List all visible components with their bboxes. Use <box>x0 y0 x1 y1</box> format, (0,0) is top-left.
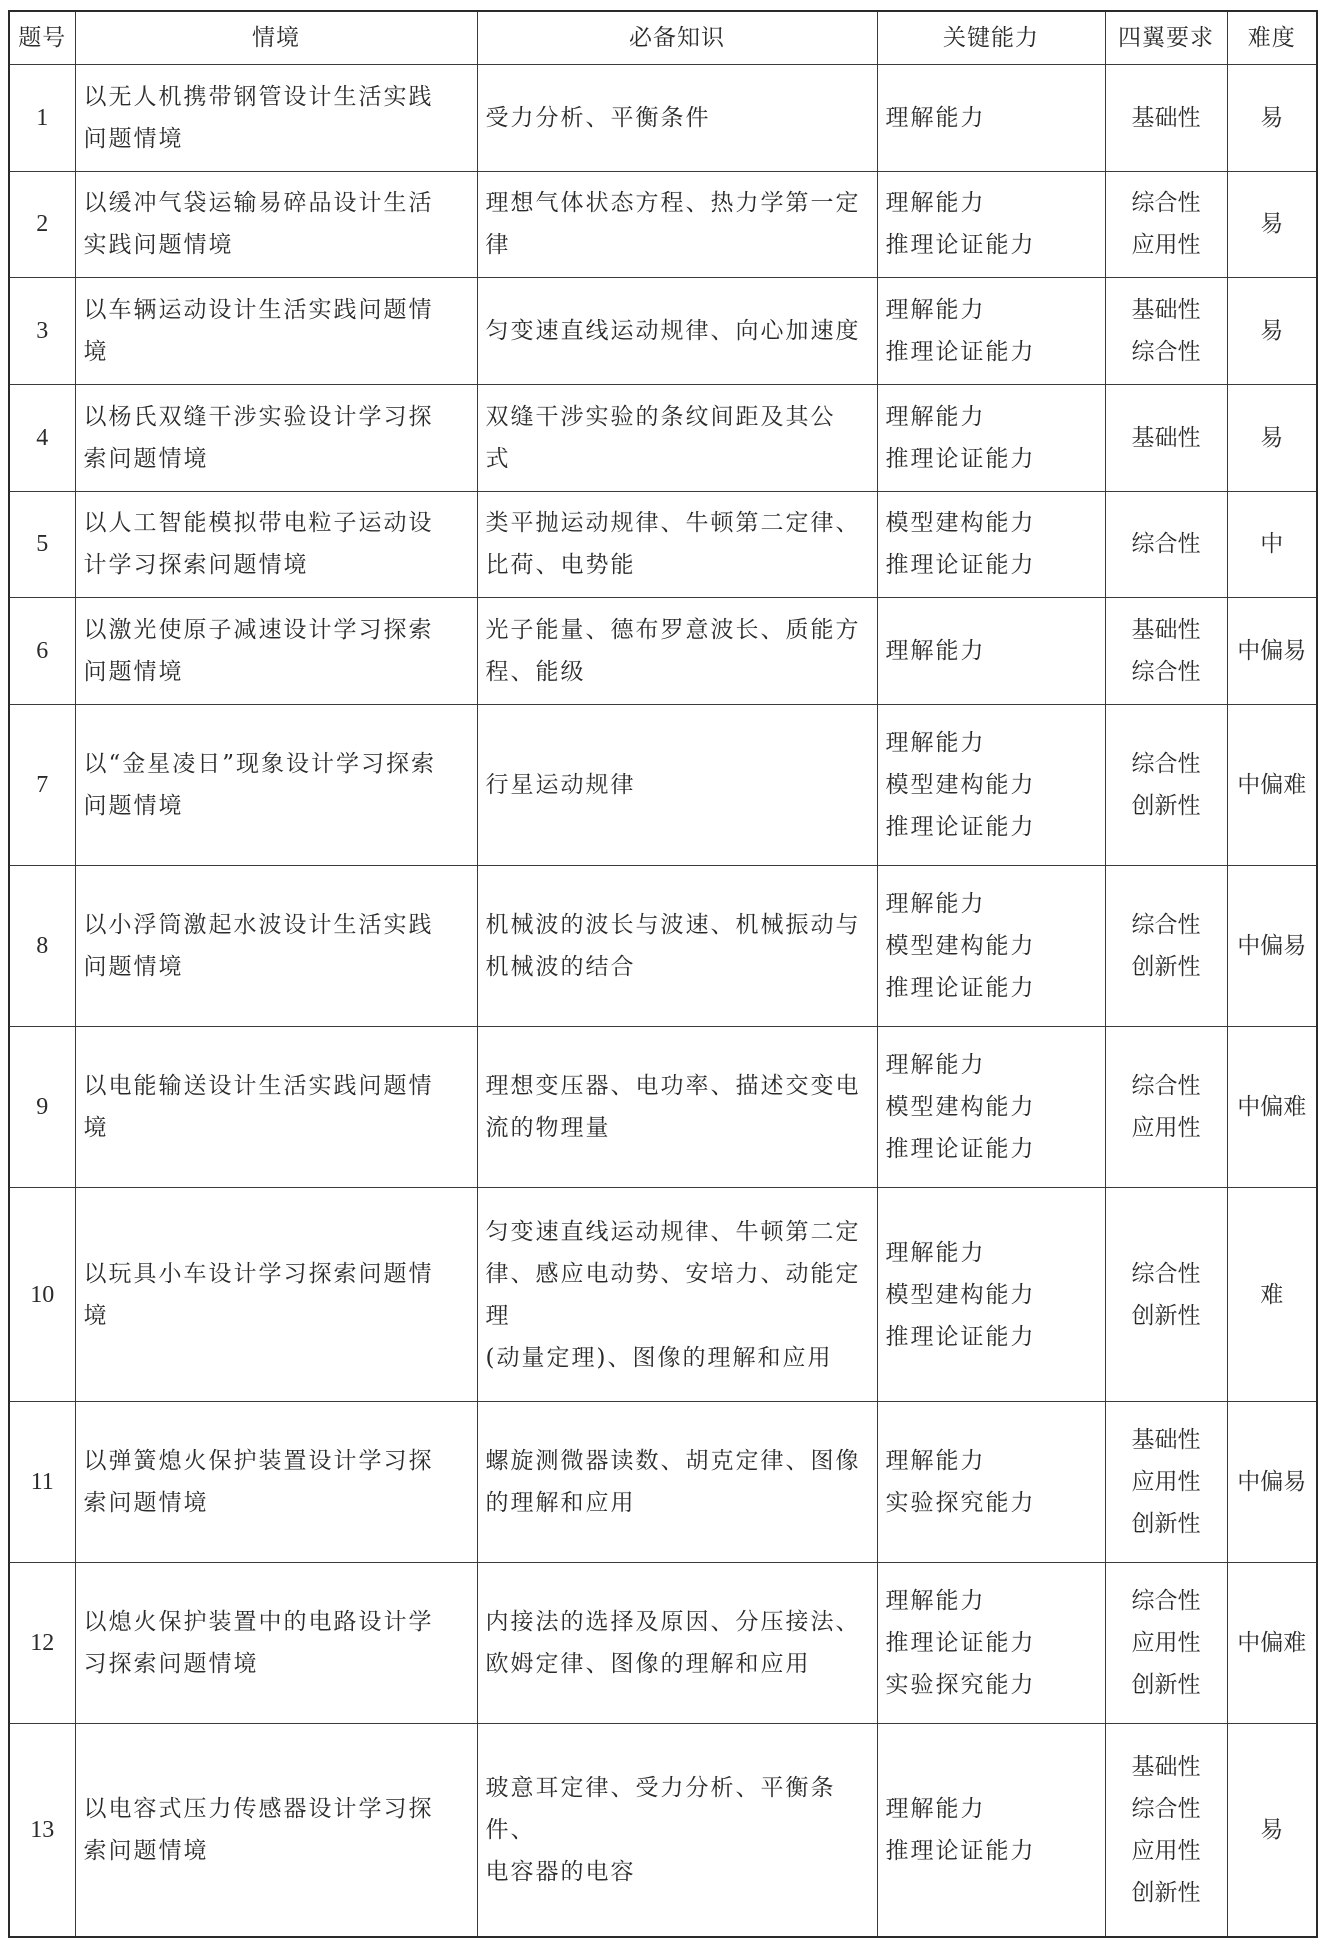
difficulty-cell: 中偏易 <box>1227 598 1317 705</box>
requirement-cell <box>1105 866 1227 1027</box>
key-ability-cell-line: 理解能力 <box>885 297 986 324</box>
situation-cell-line: 以“金星凌日”现象设计学习探索 <box>83 750 437 777</box>
key-ability-cell-line: 实验探究能力 <box>885 1489 1036 1516</box>
key-ability-cell <box>877 1401 1105 1562</box>
requirement-cell-line: 创新性 <box>1131 792 1201 819</box>
key-ability-cell-line: 理解能力 <box>885 403 986 430</box>
requirement-cell-line: 综合性 <box>1131 750 1201 777</box>
knowledge-cell-line: 受力分析、平衡条件 <box>485 104 711 131</box>
situation-cell-line: 以激光使原子减速设计学习探索 <box>83 617 434 644</box>
key-ability-cell-line: 理解能力 <box>885 729 986 756</box>
requirement-cell-line: 综合性 <box>1131 659 1201 686</box>
key-ability-cell-line: 推理论证能力 <box>885 975 1036 1002</box>
requirement-cell-line: 创新性 <box>1131 1672 1201 1699</box>
situation-cell-line: 以电能输送设计生活实践问题情 <box>83 1073 434 1100</box>
key-ability-cell-line: 推理论证能力 <box>885 339 1036 366</box>
situation-cell-line: 以杨氏双缝干涉实验设计学习探 <box>83 403 434 430</box>
difficulty-cell: 易 <box>1227 171 1317 278</box>
requirement-cell <box>1105 65 1227 172</box>
key-ability-cell-line: 推理论证能力 <box>885 1323 1036 1350</box>
knowledge-cell <box>477 1027 877 1188</box>
situation-cell-line: 计学习探索问题情境 <box>83 552 309 579</box>
requirement-cell-line: 创新性 <box>1131 1510 1201 1537</box>
key-ability-cell-line: 模型建构能力 <box>885 1094 1036 1121</box>
question-number-cell: 12 <box>9 1562 75 1723</box>
situation-cell-line: 以车辆运动设计生活实践问题情 <box>83 297 434 324</box>
key-ability-cell <box>877 65 1105 172</box>
difficulty-cell: 易 <box>1227 65 1317 172</box>
knowledge-cell <box>477 171 877 278</box>
requirement-cell-line: 应用性 <box>1131 1838 1201 1865</box>
table-row <box>9 1724 1317 1937</box>
requirement-cell-line: 应用性 <box>1131 1115 1201 1142</box>
requirement-cell-line: 基础性 <box>1131 1754 1201 1781</box>
situation-cell-line: 以人工智能模拟带电粒子运动设 <box>83 510 434 537</box>
key-ability-cell-line: 推理论证能力 <box>885 1136 1036 1163</box>
key-ability-cell <box>877 1562 1105 1723</box>
table-row <box>9 65 1317 172</box>
difficulty-cell: 中偏难 <box>1227 1027 1317 1188</box>
key-ability-cell <box>877 598 1105 705</box>
header-situation: 情境 <box>75 11 477 65</box>
knowledge-cell-line: 机械波的结合 <box>485 954 636 981</box>
key-ability-cell-line: 理解能力 <box>885 1052 986 1079</box>
question-number-cell: 8 <box>9 866 75 1027</box>
key-ability-cell-line: 理解能力 <box>885 1239 986 1266</box>
header-requirement: 四翼要求 <box>1105 11 1227 65</box>
knowledge-cell-line: 行星运动规律 <box>485 771 636 798</box>
requirement-cell-line: 综合性 <box>1131 339 1201 366</box>
knowledge-cell-line: 的理解和应用 <box>485 1489 636 1516</box>
key-ability-cell <box>877 704 1105 865</box>
key-ability-cell <box>877 278 1105 385</box>
situation-cell <box>75 866 477 1027</box>
table-row <box>9 598 1317 705</box>
knowledge-cell-line: 比荷、电势能 <box>485 552 636 579</box>
header-key-ability: 关键能力 <box>877 11 1105 65</box>
question-number-cell: 13 <box>9 1724 75 1937</box>
requirement-cell <box>1105 1027 1227 1188</box>
requirement-cell-line: 创新性 <box>1131 1302 1201 1329</box>
situation-cell <box>75 384 477 491</box>
requirement-cell-line: 综合性 <box>1131 1588 1201 1615</box>
header-difficulty: 难度 <box>1227 11 1317 65</box>
situation-cell-line: 以电容式压力传感器设计学习探 <box>83 1796 434 1823</box>
requirement-cell <box>1105 1188 1227 1401</box>
knowledge-cell-line: 欧姆定律、图像的理解和应用 <box>485 1651 811 1678</box>
key-ability-cell <box>877 1724 1105 1937</box>
question-number-cell: 11 <box>9 1401 75 1562</box>
situation-cell <box>75 1724 477 1937</box>
knowledge-cell-line: 理想变压器、电功率、描述交变电 <box>485 1073 861 1100</box>
knowledge-cell-line: 律、感应电动势、安培力、动能定理 <box>485 1260 861 1329</box>
knowledge-cell <box>477 278 877 385</box>
header-question-no: 题号 <box>9 11 75 65</box>
situation-cell-line: 问题情境 <box>83 659 184 686</box>
table-header-row <box>9 11 1317 65</box>
table-row <box>9 384 1317 491</box>
table-row <box>9 866 1317 1027</box>
key-ability-cell <box>877 1188 1105 1401</box>
question-number-cell: 2 <box>9 171 75 278</box>
situation-cell <box>75 491 477 598</box>
key-ability-cell-line: 推理论证能力 <box>885 813 1036 840</box>
requirement-cell <box>1105 278 1227 385</box>
knowledge-cell-line: 玻意耳定律、受力分析、平衡条件、 <box>485 1775 836 1844</box>
situation-cell <box>75 65 477 172</box>
table-row <box>9 1562 1317 1723</box>
knowledge-cell <box>477 704 877 865</box>
question-number-cell: 1 <box>9 65 75 172</box>
knowledge-cell-line: 式 <box>485 445 511 472</box>
requirement-cell-line: 基础性 <box>1131 1426 1201 1453</box>
requirement-cell-line: 应用性 <box>1131 1630 1201 1657</box>
knowledge-cell <box>477 1562 877 1723</box>
key-ability-cell-line: 理解能力 <box>885 638 986 665</box>
knowledge-cell <box>477 598 877 705</box>
requirement-cell-line: 基础性 <box>1131 297 1201 324</box>
difficulty-cell: 易 <box>1227 384 1317 491</box>
knowledge-cell <box>477 1188 877 1401</box>
key-ability-cell <box>877 491 1105 598</box>
knowledge-cell <box>477 1724 877 1937</box>
knowledge-cell-line: 匀变速直线运动规律、牛顿第二定 <box>485 1218 861 1245</box>
situation-cell <box>75 1562 477 1723</box>
requirement-cell <box>1105 491 1227 598</box>
key-ability-cell-line: 理解能力 <box>885 190 986 217</box>
knowledge-cell-line: 机械波的波长与波速、机械振动与 <box>485 912 861 939</box>
situation-cell-line: 以缓冲气袋运输易碎品设计生活 <box>83 190 434 217</box>
situation-cell-line: 索问题情境 <box>83 1489 209 1516</box>
requirement-cell-line: 基础性 <box>1131 617 1201 644</box>
table-row <box>9 491 1317 598</box>
key-ability-cell-line: 推理论证能力 <box>885 232 1036 259</box>
key-ability-cell <box>877 171 1105 278</box>
knowledge-cell-line: 电容器的电容 <box>485 1859 636 1886</box>
question-number-cell: 10 <box>9 1188 75 1401</box>
situation-cell <box>75 1188 477 1401</box>
requirement-cell-line: 综合性 <box>1131 1796 1201 1823</box>
table-body <box>9 65 1317 1938</box>
knowledge-cell <box>477 384 877 491</box>
key-ability-cell-line: 推理论证能力 <box>885 1630 1036 1657</box>
knowledge-cell-line: 律 <box>485 232 511 259</box>
difficulty-cell: 中偏难 <box>1227 704 1317 865</box>
situation-cell-line: 境 <box>83 1302 109 1329</box>
requirement-cell-line: 应用性 <box>1131 232 1201 259</box>
situation-cell-line: 以熄火保护装置中的电路设计学 <box>83 1609 434 1636</box>
requirement-cell <box>1105 598 1227 705</box>
knowledge-cell-line: 双缝干涉实验的条纹间距及其公 <box>485 403 836 430</box>
situation-cell <box>75 278 477 385</box>
difficulty-cell: 易 <box>1227 278 1317 385</box>
requirement-cell-line: 基础性 <box>1131 104 1201 131</box>
difficulty-cell: 中偏难 <box>1227 1562 1317 1723</box>
situation-cell-line: 习探索问题情境 <box>83 1651 259 1678</box>
requirement-cell-line: 创新性 <box>1131 954 1201 981</box>
key-ability-cell-line: 模型建构能力 <box>885 1281 1036 1308</box>
key-ability-cell-line: 实验探究能力 <box>885 1672 1036 1699</box>
situation-cell <box>75 704 477 865</box>
knowledge-cell-line: (动量定理)、图像的理解和应用 <box>485 1344 833 1371</box>
knowledge-cell-line: 内接法的选择及原因、分压接法、 <box>485 1609 861 1636</box>
knowledge-cell-line: 程、能级 <box>485 659 586 686</box>
requirement-cell <box>1105 1562 1227 1723</box>
table-row <box>9 1188 1317 1401</box>
key-ability-cell-line: 理解能力 <box>885 891 986 918</box>
question-number-cell: 6 <box>9 598 75 705</box>
knowledge-cell-line: 光子能量、德布罗意波长、质能方 <box>485 617 861 644</box>
knowledge-cell <box>477 491 877 598</box>
table-row <box>9 1401 1317 1562</box>
situation-cell-line: 以玩具小车设计学习探索问题情 <box>83 1260 434 1287</box>
question-number-cell: 9 <box>9 1027 75 1188</box>
difficulty-cell: 中偏易 <box>1227 1401 1317 1562</box>
difficulty-cell: 难 <box>1227 1188 1317 1401</box>
knowledge-cell <box>477 866 877 1027</box>
situation-cell-line: 境 <box>83 339 109 366</box>
requirement-cell-line: 应用性 <box>1131 1468 1201 1495</box>
requirement-cell-line: 综合性 <box>1131 912 1201 939</box>
requirement-cell <box>1105 1724 1227 1937</box>
key-ability-cell <box>877 384 1105 491</box>
key-ability-cell-line: 推理论证能力 <box>885 1838 1036 1865</box>
requirement-cell <box>1105 1401 1227 1562</box>
knowledge-cell <box>477 1401 877 1562</box>
knowledge-cell-line: 螺旋测微器读数、胡克定律、图像 <box>485 1447 861 1474</box>
key-ability-cell-line: 推理论证能力 <box>885 552 1036 579</box>
document-page <box>8 10 1316 1938</box>
question-number-cell: 3 <box>9 278 75 385</box>
requirement-cell-line: 综合性 <box>1131 1260 1201 1287</box>
question-number-cell: 5 <box>9 491 75 598</box>
knowledge-cell-line: 类平抛运动规律、牛顿第二定律、 <box>485 510 861 537</box>
situation-cell-line: 以无人机携带钢管设计生活实践 <box>83 83 434 110</box>
situation-cell <box>75 171 477 278</box>
requirement-cell <box>1105 704 1227 865</box>
key-ability-cell-line: 理解能力 <box>885 1447 986 1474</box>
key-ability-cell <box>877 1027 1105 1188</box>
requirement-cell <box>1105 384 1227 491</box>
situation-cell <box>75 1027 477 1188</box>
table-row <box>9 1027 1317 1188</box>
knowledge-cell-line: 理想气体状态方程、热力学第一定 <box>485 190 861 217</box>
difficulty-cell: 中 <box>1227 491 1317 598</box>
question-number-cell: 4 <box>9 384 75 491</box>
requirement-cell-line: 综合性 <box>1131 190 1201 217</box>
situation-cell <box>75 1401 477 1562</box>
question-number-cell: 7 <box>9 704 75 865</box>
key-ability-cell-line: 理解能力 <box>885 104 986 131</box>
knowledge-cell-line: 匀变速直线运动规律、向心加速度 <box>485 318 861 345</box>
table-row <box>9 171 1317 278</box>
situation-cell-line: 索问题情境 <box>83 445 209 472</box>
difficulty-cell: 易 <box>1227 1724 1317 1937</box>
table-row <box>9 278 1317 385</box>
situation-cell-line: 境 <box>83 1115 109 1142</box>
key-ability-cell-line: 模型建构能力 <box>885 510 1036 537</box>
exam-analysis-table <box>8 10 1318 1938</box>
key-ability-cell <box>877 866 1105 1027</box>
knowledge-cell <box>477 65 877 172</box>
difficulty-cell: 中偏易 <box>1227 866 1317 1027</box>
requirement-cell-line: 综合性 <box>1131 531 1201 558</box>
situation-cell-line: 以弹簧熄火保护装置设计学习探 <box>83 1447 434 1474</box>
key-ability-cell-line: 推理论证能力 <box>885 445 1036 472</box>
requirement-cell <box>1105 171 1227 278</box>
situation-cell-line: 问题情境 <box>83 792 184 819</box>
requirement-cell-line: 综合性 <box>1131 1073 1201 1100</box>
header-knowledge: 必备知识 <box>477 11 877 65</box>
key-ability-cell-line: 模型建构能力 <box>885 771 1036 798</box>
key-ability-cell-line: 理解能力 <box>885 1588 986 1615</box>
situation-cell-line: 实践问题情境 <box>83 232 234 259</box>
requirement-cell-line: 基础性 <box>1131 424 1201 451</box>
situation-cell-line: 问题情境 <box>83 954 184 981</box>
key-ability-cell-line: 理解能力 <box>885 1796 986 1823</box>
table-row <box>9 704 1317 865</box>
situation-cell-line: 问题情境 <box>83 125 184 152</box>
situation-cell-line: 索问题情境 <box>83 1838 209 1865</box>
requirement-cell-line: 创新性 <box>1131 1880 1201 1907</box>
knowledge-cell-line: 流的物理量 <box>485 1115 611 1142</box>
situation-cell <box>75 598 477 705</box>
key-ability-cell-line: 模型建构能力 <box>885 933 1036 960</box>
situation-cell-line: 以小浮筒激起水波设计生活实践 <box>83 912 434 939</box>
